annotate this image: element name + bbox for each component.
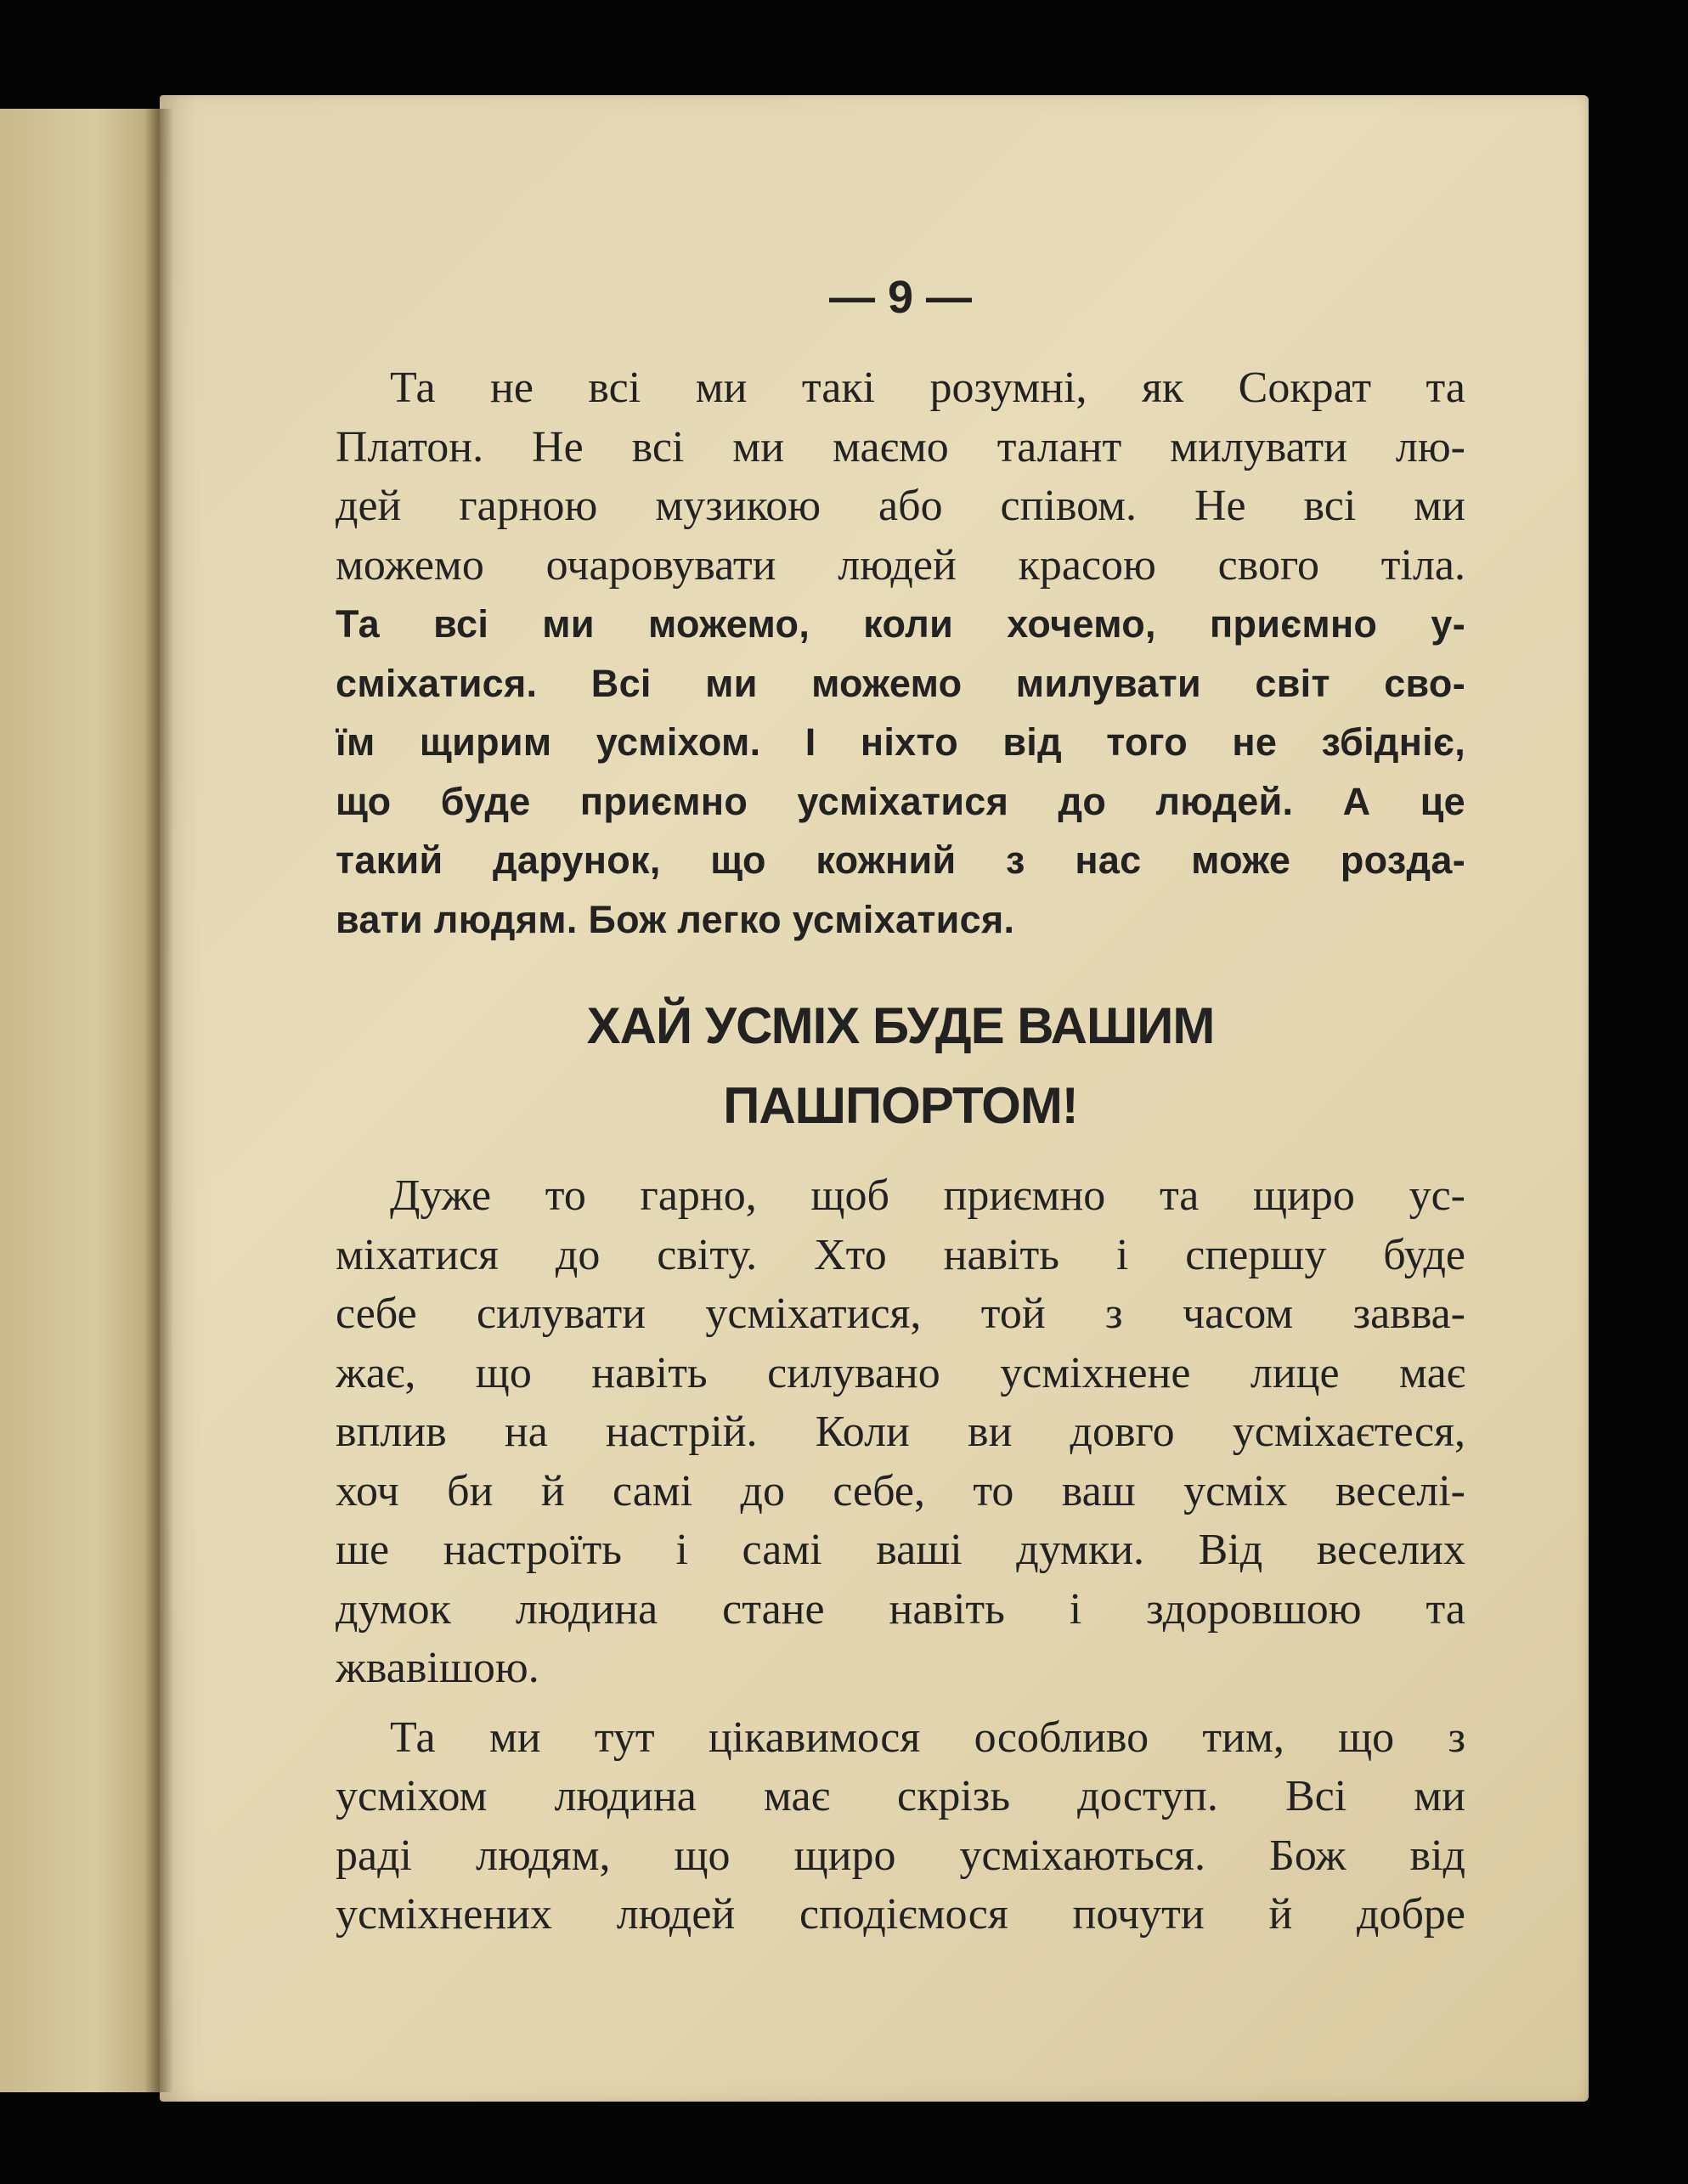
text-line: думок людина стане навіть і здоровшою та (336, 1584, 1465, 1634)
text-line: можемо очаровувати людей красою свого тіла. (336, 540, 1465, 590)
section-heading (336, 986, 1465, 1146)
text-line-bold: їм щирим усміхом. І ніхто від того не збідніє, (336, 720, 1465, 764)
heading-line: ПАШПОРТОМ! (723, 1077, 1078, 1134)
text-line: Та ми тут цікавимося особливо тим, що з (390, 1713, 1465, 1762)
text-line-bold: сміхатися. Всі ми можемо милувати світ сво- (336, 661, 1465, 705)
text-line: міхатися до світу. Хто навіть і спершу буде (336, 1230, 1465, 1279)
text-line-bold: вати людям. Бож легко усміхатися. (336, 897, 1015, 941)
text-line: ше настроїть і самі ваші думки. Від веселих (336, 1526, 1465, 1574)
text-line: Та не всі ми такі розумні, як Сократ та (390, 364, 1465, 412)
text-line: вплив на настрій. Коли ви довго усміхаєтеся, (336, 1408, 1465, 1456)
text-line: жає, що навіть силувано усміхнене лице має (336, 1348, 1465, 1397)
text-line-bold: Та всі ми можемо, коли хочемо, приємно у- (336, 602, 1465, 646)
heading-line: ХАЙ УСМІХ БУДЕ ВАШИМ (586, 997, 1215, 1054)
text-line: Платон. Не всі ми маємо талант милувати лю- (336, 422, 1465, 471)
text-line-bold: такий дарунок, що кожний з нас може роздa- (336, 838, 1465, 882)
text-line: жвавішою. (336, 1644, 539, 1692)
text-line-bold: що буде приємно усміхатися до людей. А це (336, 779, 1465, 823)
text-line: Дуже то гарно, щоб приємно та щиро ус- (390, 1171, 1465, 1220)
page-number: — 9 — (828, 272, 973, 323)
text-line: себе силувати усміхатися, той з часом завва- (336, 1290, 1465, 1338)
text-line: дей гарною музикою або співом. Не всі ми (336, 482, 1465, 530)
paragraph-3 (336, 1708, 1465, 1944)
text-line: раді людям, що щиро усміхаються. Бож від (336, 1831, 1465, 1880)
book-gutter (144, 109, 173, 2092)
text-line: хоч би й самі до себе, то ваш усміх веселі- (336, 1466, 1465, 1515)
page-content (336, 255, 1465, 1944)
paragraph-2 (336, 1166, 1465, 1698)
text-line: усміхнених людей сподіємося почути й добре (336, 1890, 1465, 1939)
paragraph-1 (336, 358, 1465, 949)
text-line: усміхом людина має скрізь доступ. Всі ми (336, 1772, 1465, 1820)
